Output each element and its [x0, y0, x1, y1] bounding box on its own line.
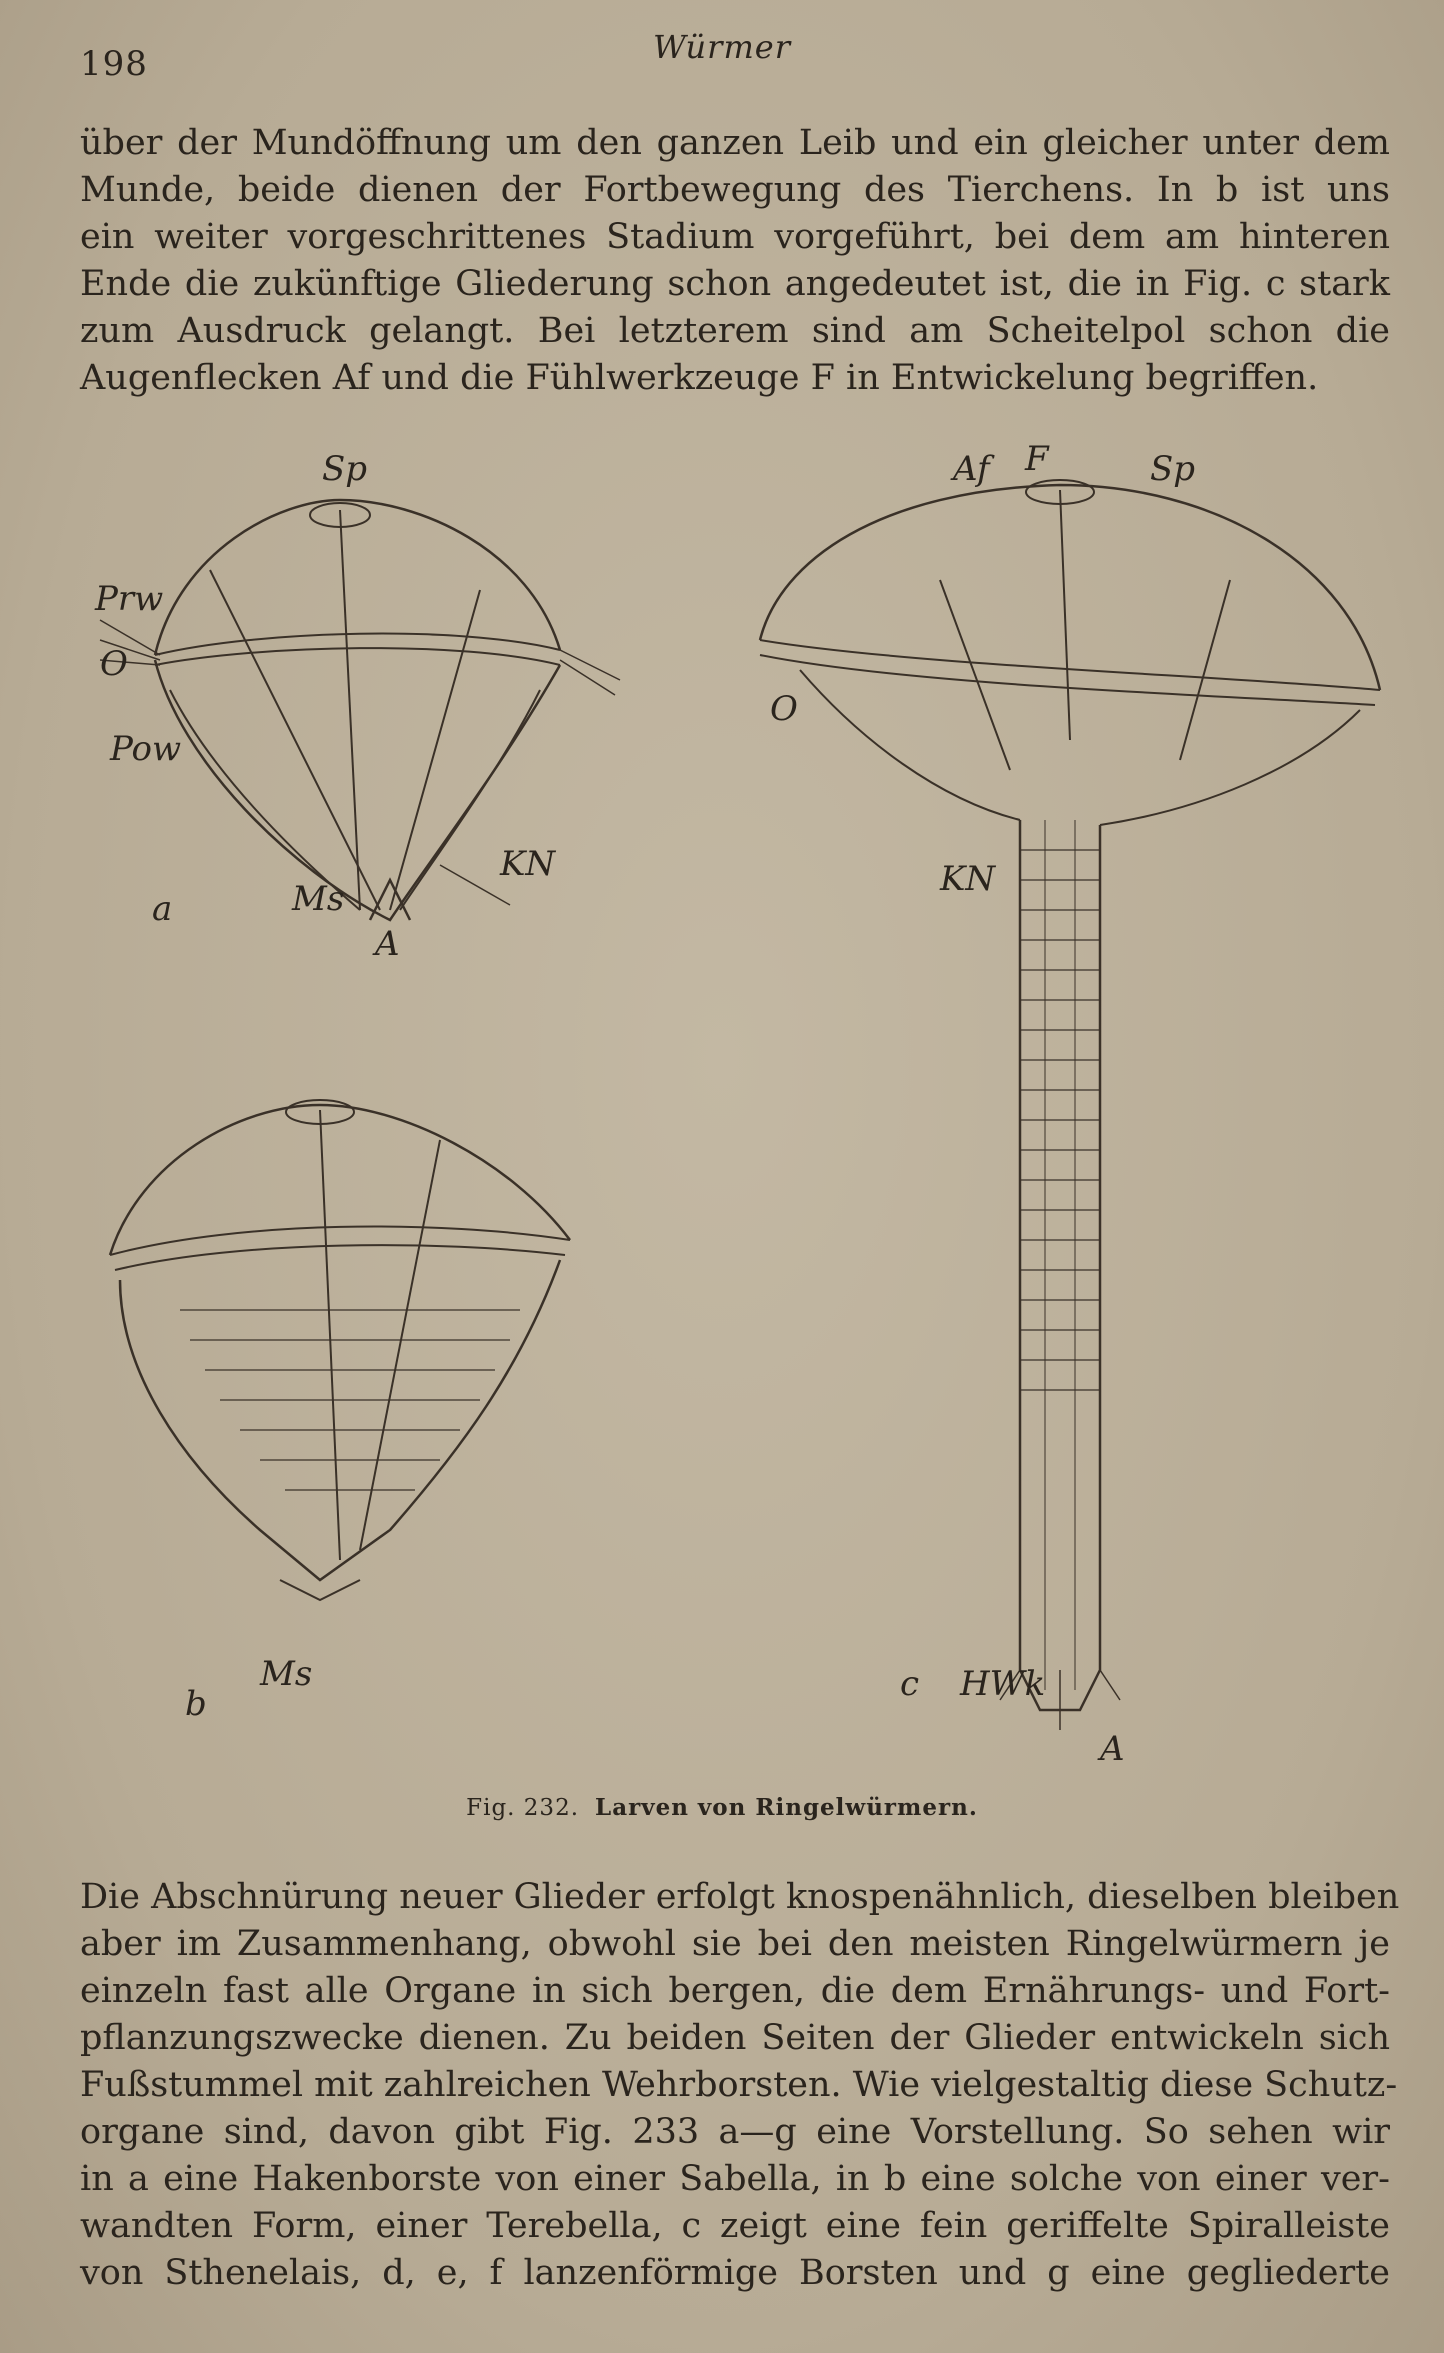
label-c-hwk: HWk [960, 1664, 1046, 1704]
label-a-pow: Pow [110, 729, 182, 769]
label-c-kn: KN [940, 859, 996, 899]
label-a-sp: Sp [322, 449, 368, 489]
label-a-panel: a [152, 889, 173, 929]
label-a-ms: Ms [292, 879, 345, 919]
text-line: in a eine Hakenborste von einer Sabella, in b eine solche von einer ver- [80, 2159, 1390, 2199]
label-c-sp: Sp [1150, 449, 1196, 489]
larva-b-drawing [110, 1100, 570, 1600]
text-line: einzeln fast alle Organe in sich bergen, die dem Ernährungs- und Fort- [80, 1971, 1390, 2011]
page-number: 198 [80, 44, 148, 84]
text-line: von Sthenelais, d, e, f lanzenförmige Borsten und g eine gegliederte [80, 2253, 1390, 2293]
label-a-prw: Prw [95, 579, 164, 619]
label-c-panel: c [900, 1664, 920, 1704]
text-line: wandten Form, einer Terebella, c zeigt eine fein geriffelte Spiralleiste [80, 2206, 1390, 2246]
caption-number: Fig. 232. [466, 1795, 580, 1821]
running-head: Würmer [652, 28, 792, 66]
text-line: Die Abschnürung neuer Glieder erfolgt knospenähnlich, dieselben bleiben [80, 1877, 1400, 1917]
label-a-o: O [100, 644, 128, 684]
text-line: Augenflecken Af und die Fühlwerkzeuge F in Entwickelung begriffen. [80, 358, 1319, 398]
text-line: pflanzungszwecke dienen. Zu beiden Seiten der Glieder entwickeln sich [80, 2018, 1390, 2058]
label-a-kn: KN [500, 844, 556, 884]
text-line: Fußstummel mit zahlreichen Wehrborsten. Wie vielgestaltig diese Schutz- [80, 2065, 1398, 2105]
label-c-af: Af [953, 449, 990, 489]
larvae-illustration [60, 440, 1400, 1780]
text-line: Ende die zukünftige Gliederung schon angedeutet ist, die in Fig. c stark [80, 264, 1390, 304]
figure-232 [60, 440, 1400, 1780]
text-line: aber im Zusammenhang, obwohl sie bei den meisten Ringelwürmern je [80, 1924, 1390, 1964]
label-c-f: F [1025, 440, 1049, 479]
text-line: Munde, beide dienen der Fortbewegung des Tierchens. In b ist uns [80, 170, 1390, 210]
caption-title: Larven von Ringelwürmern. [595, 1794, 978, 1821]
label-c-a: A [1100, 1729, 1125, 1769]
label-b-ms: Ms [260, 1654, 313, 1694]
paragraph-bottom [80, 1874, 1400, 2297]
paragraph-top [80, 120, 1390, 402]
figure-caption [0, 1794, 1444, 1821]
text-line: über der Mundöffnung um den ganzen Leib und ein gleicher unter dem [80, 123, 1390, 163]
label-b-panel: b [185, 1684, 207, 1724]
text-line: organe sind, davon gibt Fig. 233 a—g eine Vorstellung. So sehen wir [80, 2112, 1390, 2152]
label-a-a: A [375, 924, 400, 964]
label-c-o: O [770, 689, 798, 729]
text-line: ein weiter vorgeschrittenes Stadium vorgeführt, bei dem am hinteren [80, 217, 1390, 257]
larva-c-drawing [760, 480, 1380, 1730]
text-line: zum Ausdruck gelangt. Bei letzterem sind am Scheitelpol schon die [80, 311, 1390, 351]
